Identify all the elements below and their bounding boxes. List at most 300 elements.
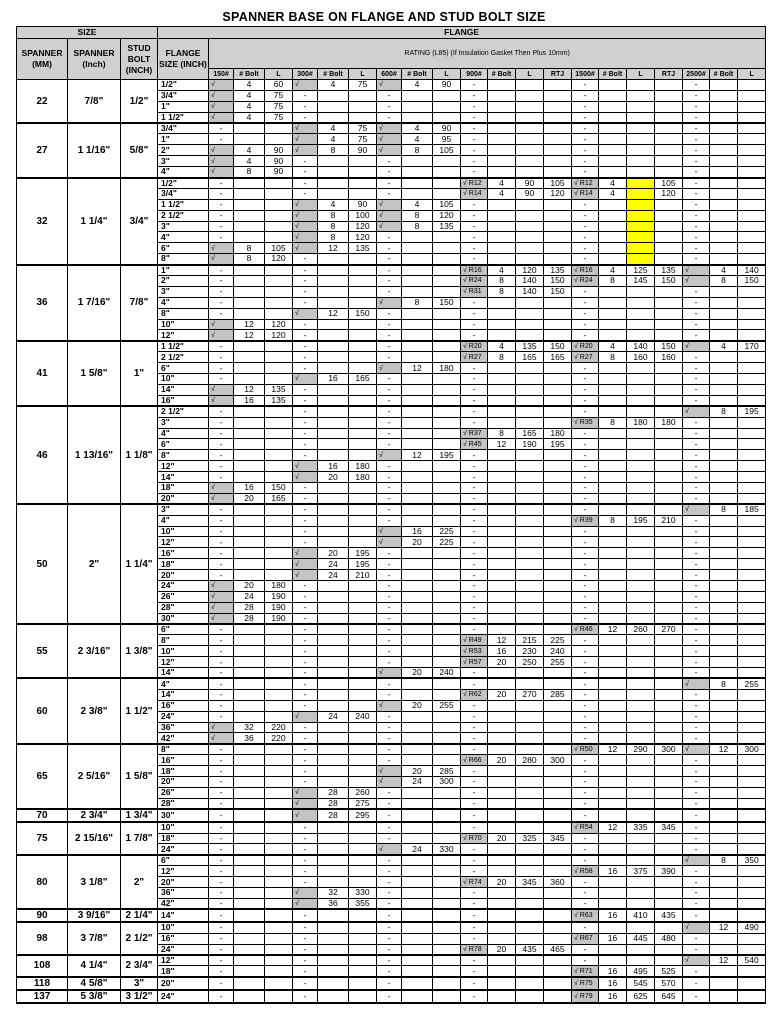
value-cell: 12: [599, 744, 627, 755]
spanner-inch-cell: 2 5/16": [68, 744, 121, 809]
value-cell: [433, 966, 461, 977]
value-cell: 8: [599, 352, 627, 363]
value-cell: [544, 898, 572, 909]
value-cell: -: [377, 341, 402, 352]
value-cell: [349, 755, 377, 766]
value-cell: [738, 933, 766, 944]
value-cell: [710, 123, 738, 134]
value-cell: [234, 657, 265, 668]
table-row: [17, 80, 766, 91]
value-cell: 285: [433, 766, 461, 777]
value-cell: -: [209, 297, 234, 308]
value-cell: [318, 909, 349, 922]
value-cell: 345: [516, 877, 544, 888]
value-cell: [710, 167, 738, 178]
rating-column-header: # Bolt: [318, 69, 349, 80]
value-cell: [516, 922, 544, 933]
spanner-mm-header: SPANNER (MM): [17, 39, 68, 80]
value-cell: [318, 297, 349, 308]
value-cell: [433, 933, 461, 944]
rating-mark-cell: √ R53: [461, 646, 488, 657]
value-cell: [738, 548, 766, 559]
value-cell: -: [293, 877, 318, 888]
value-cell: [516, 580, 544, 591]
value-cell: [349, 330, 377, 341]
value-cell: 75: [349, 123, 377, 134]
value-cell: [627, 254, 655, 265]
value-cell: [265, 711, 293, 722]
value-cell: [738, 472, 766, 483]
flange-size-cell: 24": [158, 711, 209, 722]
value-cell: [544, 766, 572, 777]
value-cell: [349, 990, 377, 1003]
value-cell: [599, 210, 627, 221]
value-cell: [627, 526, 655, 537]
value-cell: -: [461, 450, 488, 461]
value-cell: -: [683, 515, 710, 526]
value-cell: [710, 286, 738, 297]
value-cell: [655, 428, 683, 439]
value-cell: [710, 112, 738, 123]
spanner-mm-cell: 32: [17, 178, 68, 265]
rating-mark-cell: √: [209, 493, 234, 504]
stud-bolt-cell: 1 1/8": [121, 406, 158, 504]
value-cell: 120: [349, 221, 377, 232]
value-cell: [516, 221, 544, 232]
rating-mark-cell: √: [683, 504, 710, 515]
value-cell: [516, 319, 544, 330]
value-cell: [433, 406, 461, 417]
flange-size-cell: 18": [158, 966, 209, 977]
value-cell: [265, 559, 293, 570]
rating-column-header: # Bolt: [710, 69, 738, 80]
value-cell: [710, 178, 738, 189]
rating-mark-cell: √: [209, 722, 234, 733]
rating-column-header: 2500#: [683, 69, 710, 80]
flange-size-cell: 18": [158, 482, 209, 493]
value-cell: -: [209, 766, 234, 777]
value-cell: [738, 722, 766, 733]
value-cell: -: [209, 657, 234, 668]
value-cell: 180: [544, 428, 572, 439]
rating-column-header: 600#: [377, 69, 402, 80]
value-cell: -: [377, 406, 402, 417]
value-cell: [738, 80, 766, 91]
value-cell: [655, 406, 683, 417]
table-row: [17, 123, 766, 134]
value-cell: 12: [402, 450, 433, 461]
rating-mark-cell: √: [293, 145, 318, 156]
value-cell: [265, 276, 293, 287]
value-cell: -: [377, 955, 402, 966]
value-cell: -: [683, 646, 710, 657]
value-cell: -: [293, 777, 318, 788]
flange-size-cell: 30": [158, 809, 209, 822]
value-cell: 8: [402, 221, 433, 232]
value-cell: [516, 570, 544, 581]
value-cell: -: [293, 417, 318, 428]
value-cell: [433, 809, 461, 822]
value-cell: [402, 352, 433, 363]
value-cell: [655, 733, 683, 744]
value-cell: -: [293, 822, 318, 833]
value-cell: [433, 646, 461, 657]
value-cell: [234, 755, 265, 766]
value-cell: 445: [627, 933, 655, 944]
value-cell: 4: [710, 265, 738, 276]
value-cell: [544, 221, 572, 232]
value-cell: -: [293, 755, 318, 766]
value-cell: [265, 898, 293, 909]
value-cell: -: [461, 866, 488, 877]
value-cell: [349, 955, 377, 966]
value-cell: -: [572, 90, 599, 101]
value-cell: 355: [349, 898, 377, 909]
value-cell: [402, 711, 433, 722]
value-cell: [710, 646, 738, 657]
value-cell: -: [683, 308, 710, 319]
value-cell: [655, 439, 683, 450]
value-cell: [433, 254, 461, 265]
value-cell: [265, 990, 293, 1003]
value-cell: -: [377, 112, 402, 123]
value-cell: [402, 733, 433, 744]
value-cell: 8: [234, 254, 265, 265]
value-cell: [318, 733, 349, 744]
value-cell: [349, 855, 377, 866]
value-cell: -: [572, 330, 599, 341]
value-cell: -: [461, 156, 488, 167]
value-cell: [710, 537, 738, 548]
value-cell: -: [572, 450, 599, 461]
value-cell: -: [572, 898, 599, 909]
value-cell: 12: [234, 319, 265, 330]
value-cell: [402, 977, 433, 990]
rating-mark-cell: √: [293, 898, 318, 909]
value-cell: [710, 156, 738, 167]
value-cell: -: [377, 678, 402, 689]
value-cell: 180: [627, 417, 655, 428]
value-cell: [627, 439, 655, 450]
value-cell: [516, 232, 544, 243]
rating-mark-cell: √ R24: [572, 276, 599, 287]
table-row: [17, 341, 766, 352]
value-cell: [599, 482, 627, 493]
value-cell: [627, 787, 655, 798]
value-cell: [433, 909, 461, 922]
value-cell: 8: [488, 352, 516, 363]
value-cell: [265, 188, 293, 199]
spanner-inch-cell: 2 15/16": [68, 822, 121, 855]
value-cell: -: [377, 755, 402, 766]
flange-size-cell: 1/2": [158, 178, 209, 189]
value-cell: [234, 374, 265, 385]
value-cell: [318, 602, 349, 613]
value-cell: [433, 711, 461, 722]
value-cell: -: [683, 570, 710, 581]
value-cell: [627, 493, 655, 504]
value-cell: -: [572, 363, 599, 374]
value-cell: 300: [433, 777, 461, 788]
rating-column-header: RTJ: [544, 69, 572, 80]
value-cell: -: [461, 395, 488, 406]
value-cell: 120: [655, 188, 683, 199]
value-cell: 75: [265, 101, 293, 112]
value-cell: 330: [349, 888, 377, 899]
value-cell: -: [461, 330, 488, 341]
value-cell: [544, 809, 572, 822]
value-cell: 8: [710, 276, 738, 287]
value-cell: [655, 777, 683, 788]
value-cell: [738, 977, 766, 990]
value-cell: -: [209, 570, 234, 581]
value-cell: [349, 977, 377, 990]
value-cell: 540: [738, 955, 766, 966]
value-cell: -: [461, 966, 488, 977]
value-cell: [433, 722, 461, 733]
value-cell: [599, 580, 627, 591]
value-cell: [402, 482, 433, 493]
value-cell: [318, 515, 349, 526]
value-cell: [544, 254, 572, 265]
value-cell: [234, 933, 265, 944]
value-cell: -: [683, 221, 710, 232]
value-cell: 4: [234, 80, 265, 91]
value-cell: [544, 504, 572, 515]
rating-mark-cell: √: [377, 700, 402, 711]
value-cell: [599, 504, 627, 515]
spanner-inch-cell: 4 1/4": [68, 955, 121, 977]
value-cell: [544, 80, 572, 91]
flange-size-cell: 2": [158, 276, 209, 287]
value-cell: -: [377, 822, 402, 833]
value-cell: -: [572, 678, 599, 689]
value-cell: [234, 406, 265, 417]
spanner-inch-header: SPANNER (Inch): [68, 39, 121, 80]
value-cell: -: [209, 504, 234, 515]
flange-size-cell: 36": [158, 722, 209, 733]
value-cell: [265, 822, 293, 833]
value-cell: [655, 504, 683, 515]
value-cell: [516, 482, 544, 493]
value-cell: 28: [318, 809, 349, 822]
rating-mark-cell: √ R14: [461, 188, 488, 199]
value-cell: [655, 319, 683, 330]
value-cell: -: [461, 406, 488, 417]
value-cell: [402, 933, 433, 944]
value-cell: [738, 243, 766, 254]
value-cell: 545: [627, 977, 655, 990]
value-cell: [655, 668, 683, 679]
value-cell: [599, 722, 627, 733]
value-cell: -: [683, 286, 710, 297]
spanner-table: [16, 26, 766, 1004]
value-cell: [433, 822, 461, 833]
value-cell: [433, 232, 461, 243]
flange-size-cell: 14": [158, 668, 209, 679]
rating-mark-cell: √ R20: [572, 341, 599, 352]
flange-size-cell: 10": [158, 646, 209, 657]
rating-mark-cell: √: [293, 134, 318, 145]
rating-mark-cell: √: [377, 766, 402, 777]
value-cell: [544, 777, 572, 788]
value-cell: [710, 866, 738, 877]
value-cell: [265, 777, 293, 788]
value-cell: 120: [516, 265, 544, 276]
value-cell: [655, 559, 683, 570]
value-cell: -: [683, 537, 710, 548]
value-cell: [544, 955, 572, 966]
value-cell: [265, 877, 293, 888]
value-cell: -: [377, 188, 402, 199]
value-cell: [234, 439, 265, 450]
rating-mark-cell: √: [377, 526, 402, 537]
value-cell: -: [377, 809, 402, 822]
value-cell: [599, 602, 627, 613]
value-cell: [710, 822, 738, 833]
value-cell: 525: [655, 966, 683, 977]
value-cell: [488, 145, 516, 156]
value-cell: [402, 428, 433, 439]
flange-size-cell: 18": [158, 559, 209, 570]
value-cell: [433, 570, 461, 581]
value-cell: [402, 439, 433, 450]
value-cell: [234, 809, 265, 822]
value-cell: [738, 777, 766, 788]
value-cell: [318, 955, 349, 966]
value-cell: [349, 178, 377, 189]
table-row: [17, 855, 766, 866]
value-cell: [627, 384, 655, 395]
value-cell: -: [572, 428, 599, 439]
value-cell: -: [572, 635, 599, 646]
value-cell: [738, 657, 766, 668]
rating-mark-cell: √: [293, 570, 318, 581]
value-cell: [318, 188, 349, 199]
value-cell: [544, 90, 572, 101]
value-cell: -: [293, 591, 318, 602]
value-cell: -: [683, 898, 710, 909]
value-cell: [488, 384, 516, 395]
value-cell: [349, 406, 377, 417]
value-cell: [738, 580, 766, 591]
value-cell: 170: [738, 341, 766, 352]
value-cell: -: [683, 624, 710, 635]
value-cell: [516, 112, 544, 123]
value-cell: [349, 112, 377, 123]
value-cell: [710, 515, 738, 526]
value-cell: [488, 678, 516, 689]
value-cell: 8: [599, 276, 627, 287]
rating-column-header: 150#: [209, 69, 234, 80]
value-cell: [265, 798, 293, 809]
value-cell: [738, 877, 766, 888]
value-cell: [402, 156, 433, 167]
value-cell: [488, 395, 516, 406]
value-cell: [516, 855, 544, 866]
value-cell: -: [461, 90, 488, 101]
value-cell: [402, 922, 433, 933]
value-cell: [544, 472, 572, 483]
value-cell: [433, 613, 461, 624]
value-cell: [599, 243, 627, 254]
value-cell: -: [377, 254, 402, 265]
value-cell: -: [683, 722, 710, 733]
value-cell: -: [293, 319, 318, 330]
rating-mark-cell: √: [209, 395, 234, 406]
rating-mark-cell: √: [683, 922, 710, 933]
value-cell: [599, 384, 627, 395]
value-cell: [738, 755, 766, 766]
value-cell: -: [293, 933, 318, 944]
value-cell: [234, 678, 265, 689]
value-cell: [318, 922, 349, 933]
value-cell: -: [683, 243, 710, 254]
value-cell: [655, 898, 683, 909]
value-cell: [234, 417, 265, 428]
value-cell: 20: [488, 657, 516, 668]
rating-mark-cell: √: [209, 602, 234, 613]
value-cell: [544, 134, 572, 145]
flange-size-cell: 24": [158, 844, 209, 855]
value-cell: 20: [234, 493, 265, 504]
value-cell: 12: [710, 955, 738, 966]
value-cell: [234, 766, 265, 777]
value-cell: [738, 254, 766, 265]
value-cell: [516, 134, 544, 145]
value-cell: [599, 777, 627, 788]
value-cell: -: [683, 363, 710, 374]
value-cell: -: [377, 243, 402, 254]
flange-size-cell: 28": [158, 798, 209, 809]
value-cell: [234, 977, 265, 990]
value-cell: 90: [265, 167, 293, 178]
value-cell: -: [683, 977, 710, 990]
value-cell: [433, 330, 461, 341]
spanner-inch-cell: 3 7/8": [68, 922, 121, 955]
value-cell: -: [377, 417, 402, 428]
stud-bolt-cell: 1/2": [121, 80, 158, 124]
rating-column-header: 900#: [461, 69, 488, 80]
value-cell: -: [572, 167, 599, 178]
value-cell: [433, 341, 461, 352]
value-cell: 435: [655, 909, 683, 922]
value-cell: [488, 559, 516, 570]
value-cell: 16: [234, 482, 265, 493]
value-cell: 24: [402, 844, 433, 855]
value-cell: 8: [488, 276, 516, 287]
table-row: [17, 922, 766, 933]
rating-mark-cell: √ R79: [572, 990, 599, 1003]
value-cell: -: [461, 417, 488, 428]
value-cell: -: [377, 798, 402, 809]
value-cell: -: [293, 537, 318, 548]
value-cell: [627, 537, 655, 548]
value-cell: -: [209, 526, 234, 537]
flange-size-cell: 20": [158, 877, 209, 888]
value-cell: [349, 286, 377, 297]
value-cell: [349, 395, 377, 406]
value-cell: -: [377, 482, 402, 493]
value-cell: 185: [738, 504, 766, 515]
rating-mark-cell: √: [209, 112, 234, 123]
value-cell: 95: [433, 134, 461, 145]
value-cell: [265, 966, 293, 977]
value-cell: [234, 188, 265, 199]
value-cell: [516, 504, 544, 515]
value-cell: [710, 933, 738, 944]
value-cell: -: [377, 178, 402, 189]
